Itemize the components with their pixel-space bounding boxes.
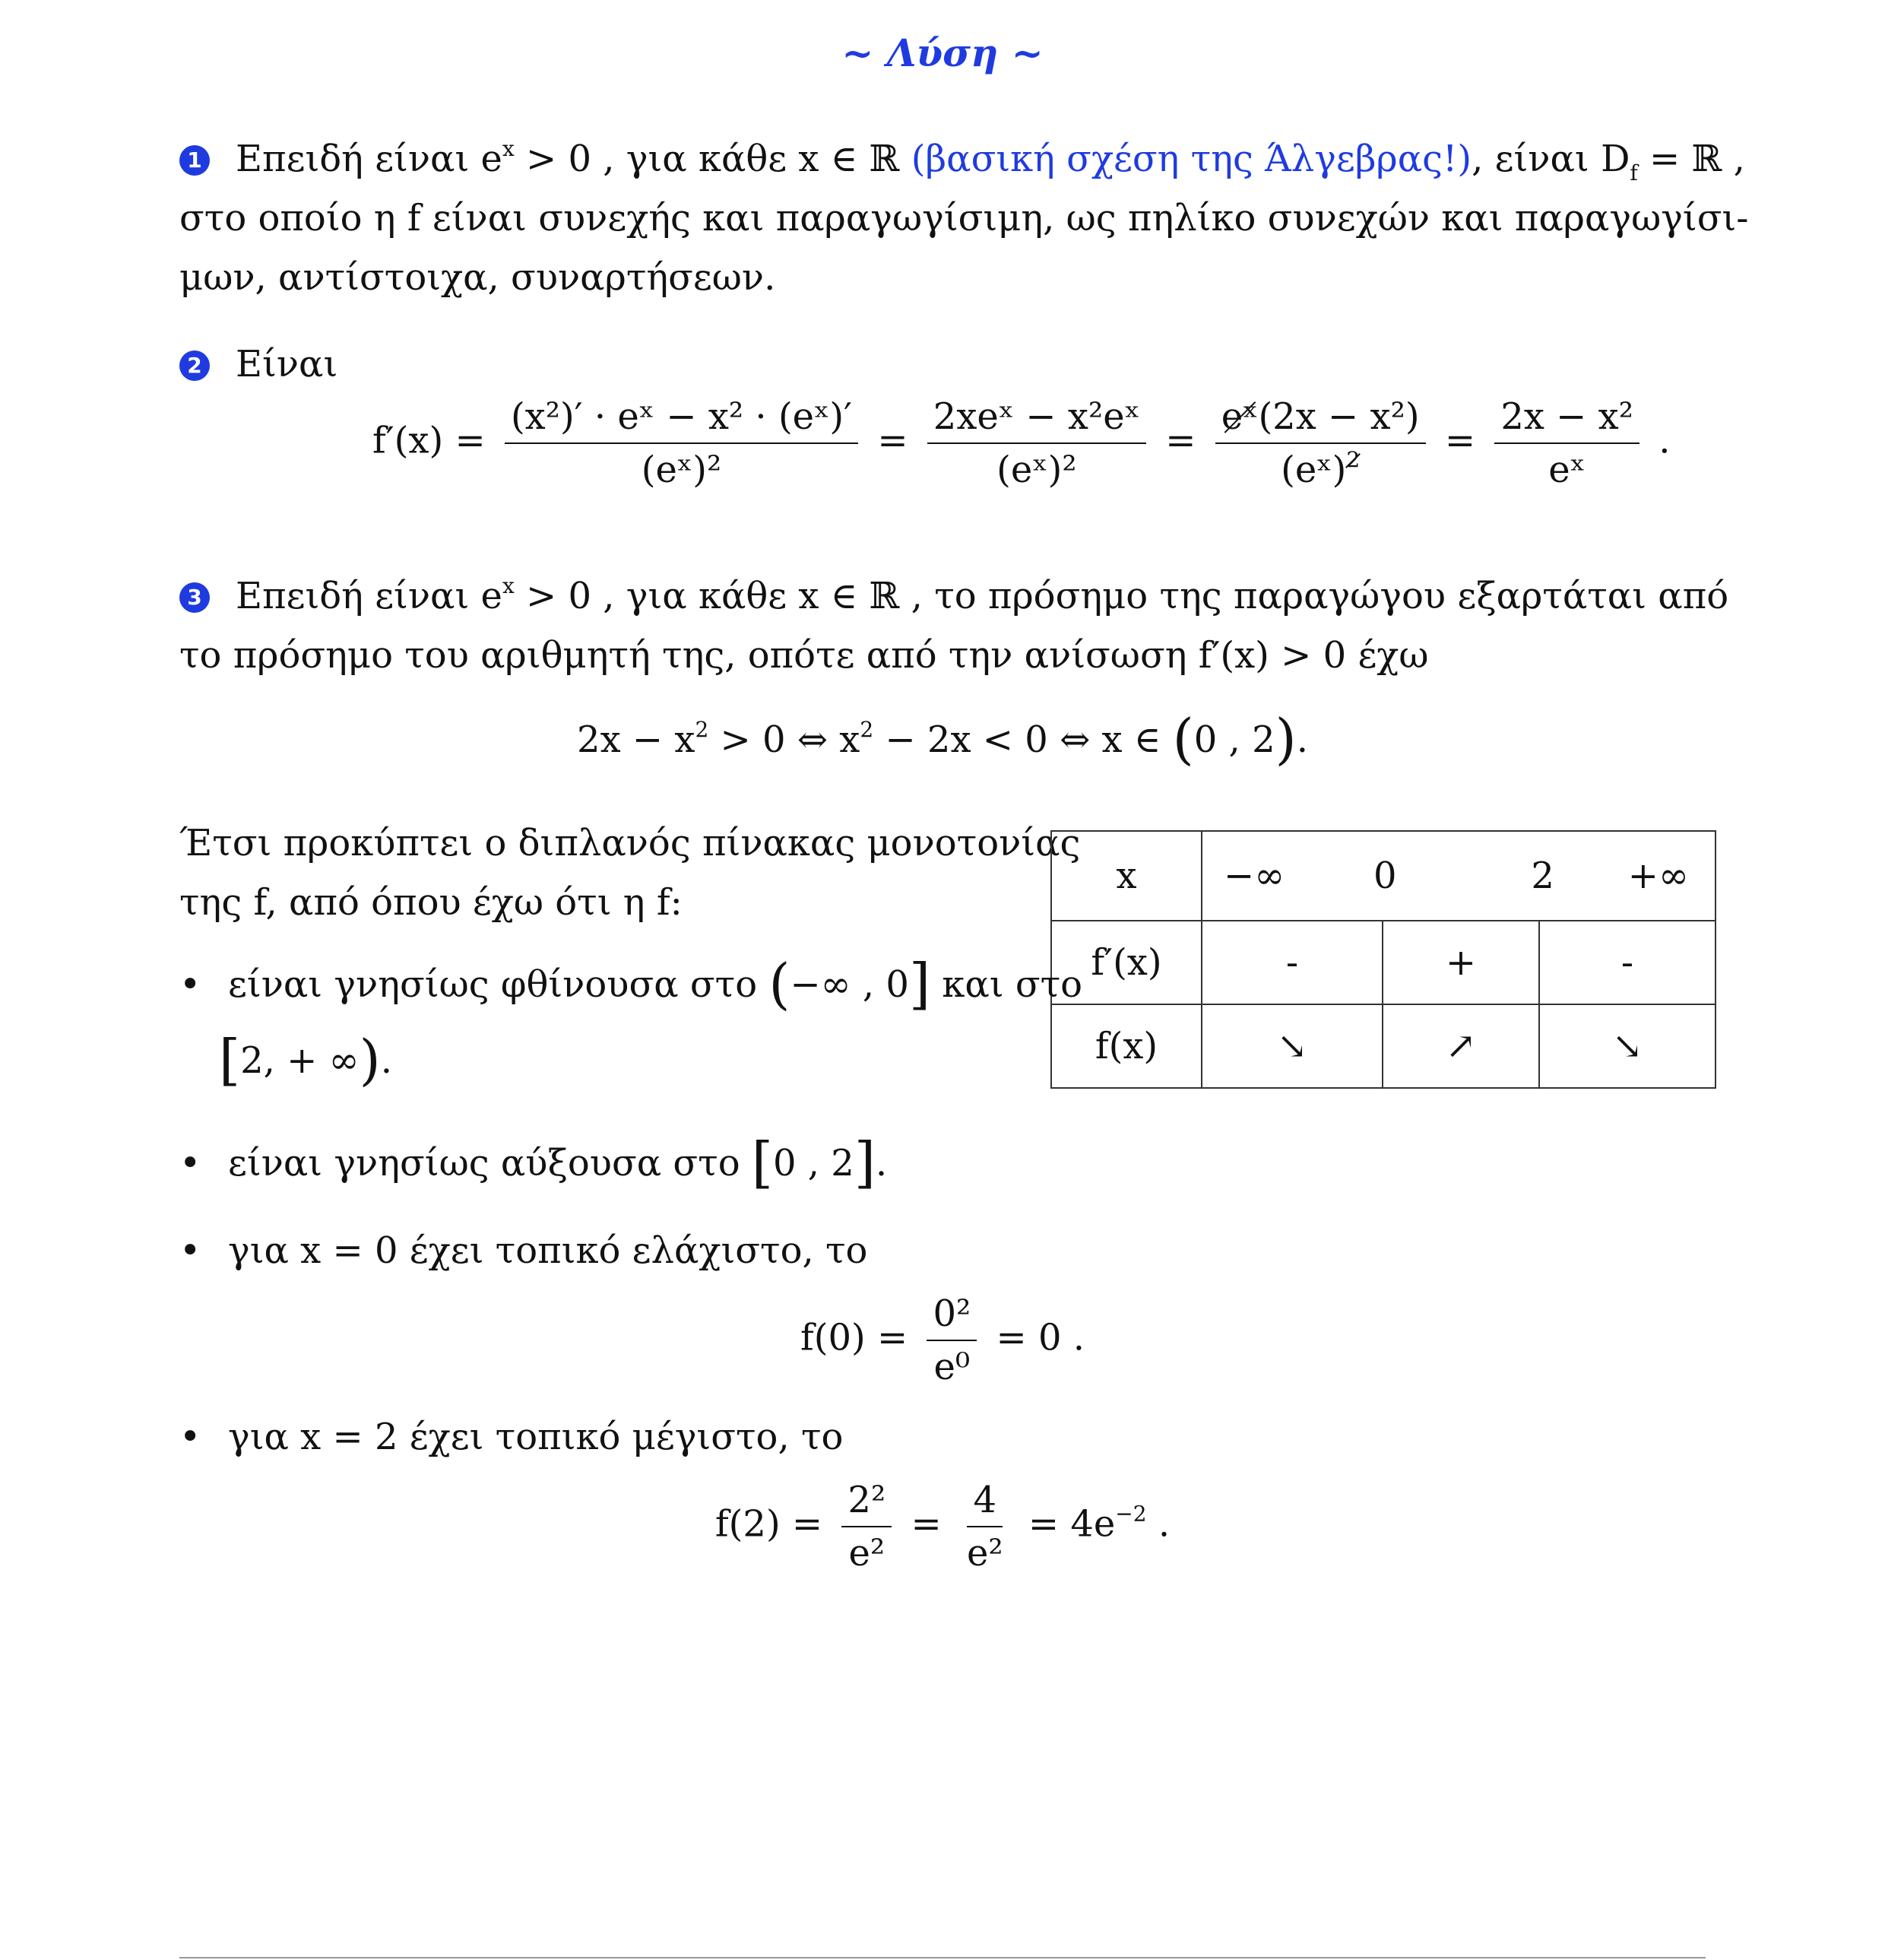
sign-cell: - (1539, 921, 1716, 1004)
step-marker-2: 2 (179, 350, 210, 381)
sign-cell: + (1383, 921, 1539, 1004)
monotonicity-intro: Έτσι προκύπτει ο διπλανός πίνακας μονοτονίας της f, από όπου έχω ότι η f: (179, 822, 1081, 924)
monotonicity-table (1050, 830, 1716, 1089)
decreasing-arrow-icon: ↘ (1539, 1004, 1716, 1088)
derivative-label: f′(x) (1051, 921, 1202, 1004)
derivative-equation: f′(x) = $\frac{\text{(x²)′ · eˣ − x² · (eˣ)′}}{\text{(eˣ)²}}$ = $\frac{\text{2xeˣ − x²eˣ}}{\text{(eˣ)²}}$ = $\frac{\text{eˣ(2x − x²)}}{(eˣ)^2}$ = $\frac{\text{2x − x²}}{\text{eˣ}}$ . (372, 395, 1671, 491)
local-max-equation: f(2) = $\frac{\text{2²}}{\text{e²}}$ = $\frac{4}{\text{e²}}$ = $4e^{-2}$ . (714, 1479, 1171, 1575)
decreasing-arrow-icon: ↘ (1202, 1004, 1383, 1088)
local-min-equation: f(0) = $\frac{\text{0²}}{\text{e⁰}}$ = 0 . (800, 1292, 1085, 1388)
footer-divider (179, 1957, 1706, 1958)
bullet-local-min: • για x = 0 έχει τοπικό ελάχιστο, το (179, 1229, 868, 1272)
bullet-decreasing: • είναι γνησίως φθίνουσα στο (−∞ , 0] και στο [2, + ∞). (179, 952, 1083, 1092)
paragraph-1-line-3: μων, αντίστοιχα, συναρτήσεων. (179, 256, 776, 299)
inequality-line: $2x - x^2 > 0$ ⇔ $x^2 - 2x < 0$ ⇔ x ∈ (0 , 2). (577, 707, 1308, 771)
function-label: f(x) (1051, 1004, 1202, 1088)
fraction-1: $\frac{\text{(x²)′ · eˣ − x² · (eˣ)′}}{\text{(eˣ)²}}$ (505, 395, 858, 491)
table-row-x (1051, 831, 1716, 921)
table-row-function (1051, 1004, 1716, 1088)
paragraph-3: 3 Επειδή είναι $e^x > 0$ , για κάθε x ∈ ℝ , το πρόσημο της παραγώγου εξαρτάται από το πρόσημο του αριθμητή της, οπότε από την ανίσωση f′(x) > 0 έχω (179, 566, 1707, 685)
fraction-2: $\frac{\text{2xeˣ − x²eˣ}}{\text{(eˣ)²}}$ (927, 395, 1146, 491)
fraction-4: $\frac{\text{2x − x²}}{\text{eˣ}}$ (1494, 395, 1639, 491)
solution-title: ~ Λύση ~ (841, 30, 1044, 75)
paragraph-1-line-2: στο οποίο η f είναι συνεχής και παραγωγίσιμη, ως πηλίκο συνεχών και παραγωγίσι- (179, 197, 1749, 239)
increasing-arrow-icon: ↗ (1383, 1004, 1539, 1088)
step-marker-3: 3 (179, 582, 210, 613)
bullet-increasing: • είναι γνησίως αύξουσα στο [0 , 2]. (179, 1131, 888, 1194)
table-row-derivative (1051, 921, 1716, 1004)
paragraph-1: 1 Επειδή είναι $e^x > 0$ , για κάθε x ∈ ℝ (βασική σχέση της Άλγεβρας!), είναι $D_f$ = ℝ , στο οποίο η f είναι συνεχής και παραγωγίσιμη, ως πηλίκο συνεχών και παραγωγίσι- μων, αντίστοιχα, συναρτήσεων. (179, 129, 1707, 307)
x-values-cell: −∞ 0 2 +∞ (1202, 831, 1716, 921)
algebra-note: (βασική σχέση της Άλγεβρας!) (911, 138, 1472, 180)
fraction-3-cancelled: $\frac{\text{eˣ(2x − x²)}}{(eˣ)^2}$ (1215, 395, 1426, 491)
step-marker-1: 1 (179, 145, 210, 176)
paragraph-2: 2 Είναι (179, 335, 337, 394)
x-label: x (1051, 831, 1202, 921)
sign-cell: - (1202, 921, 1383, 1004)
paragraph-3-line-2: το πρόσημο του αριθμητή της, οπότε από την ανίσωση f′(x) > 0 έχω (179, 634, 1429, 677)
bullet-local-max: • για x = 2 έχει τοπικό μέγιστο, το (179, 1416, 844, 1458)
